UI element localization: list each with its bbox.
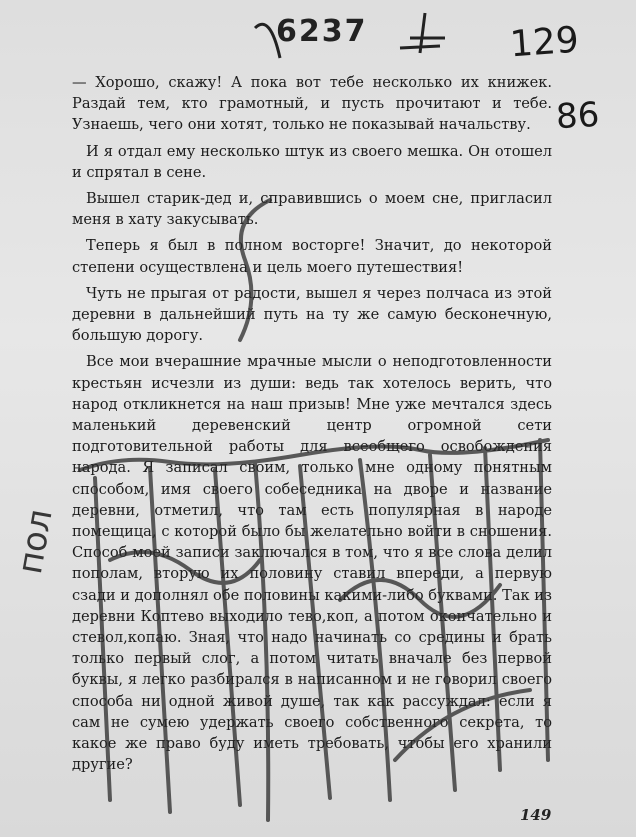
paragraph: Вышел старик-дед и, справившись о моем сне, пригласил меня в хату закусывать. bbox=[72, 190, 552, 229]
paragraph: Все мои вчерашние мрачные мысли о неподготовленности крестьян исчезли из души: ведь так хотелось верить, что народ откликнется на наш призыв! Мне уже мечтался здесь маленький деревенский центр огромной сети подготовительной работы для всеобщего освобождения народа. Я записал своим, только мне одному понятным способом, имя своего собеседника на дворе и название деревни, отметил, что там есть популярная в народе помещица, с которой было бы желательно войти в сношения. Способ моей записи заключался в том, что я все слова делил пополам, вторую их половину ставил впереди, а первую сзади и дополнял обе половины какими-либо буквами. Так из деревни Коптево выходило тево,коп, а потом окончательно и стевол,копаю. Зная, что надо начинать со средины и брать только первый слог, а потом читать вначале без первой буквы, я легко разбирался в написанном и не говорил своего способа ни одной живой душе, так как рассуждал: если я сам не сумею удержать своего собственного секрета, то какое же право буду иметь требовать, чтобы его хранили другие? bbox=[72, 353, 552, 774]
paragraph: Чуть не прыгая от радости, вышел я через полчаса из этой деревни в дальнейший путь на ту же самую бесконечную, большую дорогу. bbox=[72, 284, 552, 345]
page-body-text bbox=[72, 72, 552, 781]
paragraph: Теперь я был в полном восторге! Значит, до некоторой степени осуществлена и цель моего путешествия! bbox=[72, 237, 552, 276]
paragraph: И я отдал ему несколько штук из своего мешка. Он отошел и спрятал в сене. bbox=[72, 142, 552, 181]
paragraph: — Хорошо, скажу! А пока вот тебе несколько их книжек. Раздай тем, кто грамотный, и пусть прочитают и тебе. Узнаешь, чего они хотят, только не показывай начальству. bbox=[72, 74, 552, 134]
handwritten-number-right: 86 bbox=[554, 94, 601, 138]
archive-stamp-number: 6237 bbox=[276, 14, 368, 49]
page-number: 149 bbox=[520, 806, 552, 824]
handwritten-margin-note: пол bbox=[10, 506, 61, 577]
handwritten-number-top: 129 bbox=[508, 19, 581, 66]
stamp-scribble bbox=[250, 8, 450, 68]
